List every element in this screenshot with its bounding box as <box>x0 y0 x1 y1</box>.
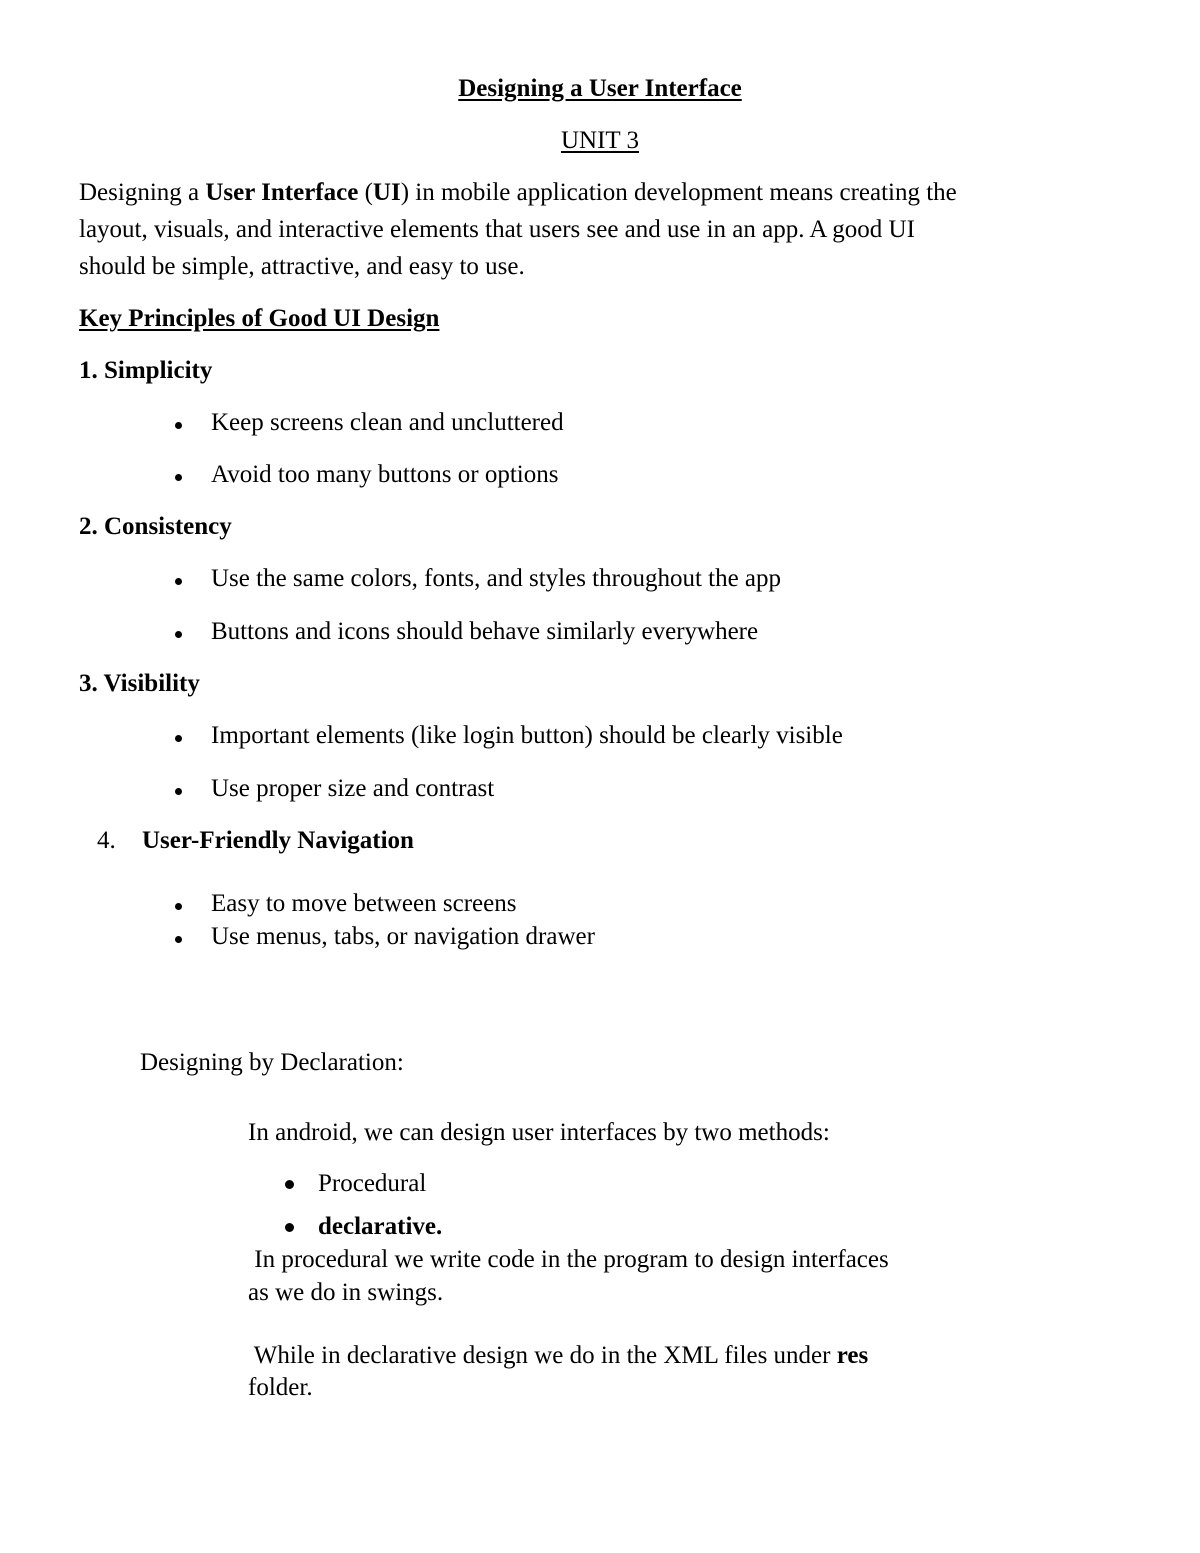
section-heading-simplicity: 1. Simplicity <box>79 357 213 384</box>
declaration-intro: In android, we can design user interfaces by two methods: <box>248 1119 830 1146</box>
section-heading-navigation: User-Friendly Navigation <box>142 827 414 854</box>
principles-heading: Key Principles of Good UI Design <box>79 305 440 332</box>
intro-bold-abbrev: UI <box>372 179 401 206</box>
method-declarative: declarative. <box>318 1213 443 1240</box>
bullet-icon <box>175 903 182 910</box>
list-item: Use proper size and contrast <box>211 775 495 802</box>
section-heading-consistency: 2. Consistency <box>79 513 232 540</box>
list-item: Keep screens clean and uncluttered <box>211 409 564 436</box>
unit-label: UNIT 3 <box>560 127 639 154</box>
list-item: Important elements (like login button) should be clearly visible <box>211 722 843 749</box>
intro-line-1 <box>79 180 957 205</box>
list-item: Use menus, tabs, or navigation drawer <box>211 923 595 950</box>
bullet-icon <box>285 1180 294 1189</box>
procedural-line-1: In procedural we write code in the program to design interfaces <box>248 1246 889 1273</box>
bullet-icon <box>175 578 182 585</box>
declaration-heading: Designing by Declaration: <box>140 1049 404 1076</box>
intro-text: Designing a <box>79 179 206 206</box>
intro-bold-term: User Interface <box>205 179 359 206</box>
section-number: 4. <box>97 827 116 854</box>
intro-text: ) in mobile application development means creating the <box>400 179 957 206</box>
bullet-icon <box>175 735 182 742</box>
declarative-text: While in declarative design we do in the XML files under <box>248 1342 837 1369</box>
procedural-line-2: as we do in swings. <box>248 1279 444 1306</box>
list-item: Easy to move between screens <box>211 890 517 917</box>
bullet-icon <box>175 788 182 795</box>
method-procedural: Procedural <box>318 1170 427 1197</box>
intro-line-3: should be simple, attractive, and easy to use. <box>79 253 525 280</box>
document-title: Designing a User Interface <box>458 75 742 102</box>
section-heading-visibility: 3. Visibility <box>79 670 200 697</box>
bullet-icon <box>285 1223 294 1232</box>
declarative-line-2: folder. <box>248 1374 313 1401</box>
bullet-icon <box>175 422 182 429</box>
list-item: Buttons and icons should behave similarly everywhere <box>211 618 759 645</box>
declarative-line-1 <box>248 1343 868 1368</box>
bullet-icon <box>175 474 182 481</box>
list-item: Use the same colors, fonts, and styles throughout the app <box>211 565 782 592</box>
intro-line-2: layout, visuals, and interactive elements that users see and use in an app. A good UI <box>79 216 915 243</box>
bullet-icon <box>175 936 182 943</box>
list-item: Avoid too many buttons or options <box>211 461 559 488</box>
res-folder-term: res <box>836 1342 869 1369</box>
bullet-icon <box>175 631 182 638</box>
intro-text: ( <box>358 179 373 206</box>
